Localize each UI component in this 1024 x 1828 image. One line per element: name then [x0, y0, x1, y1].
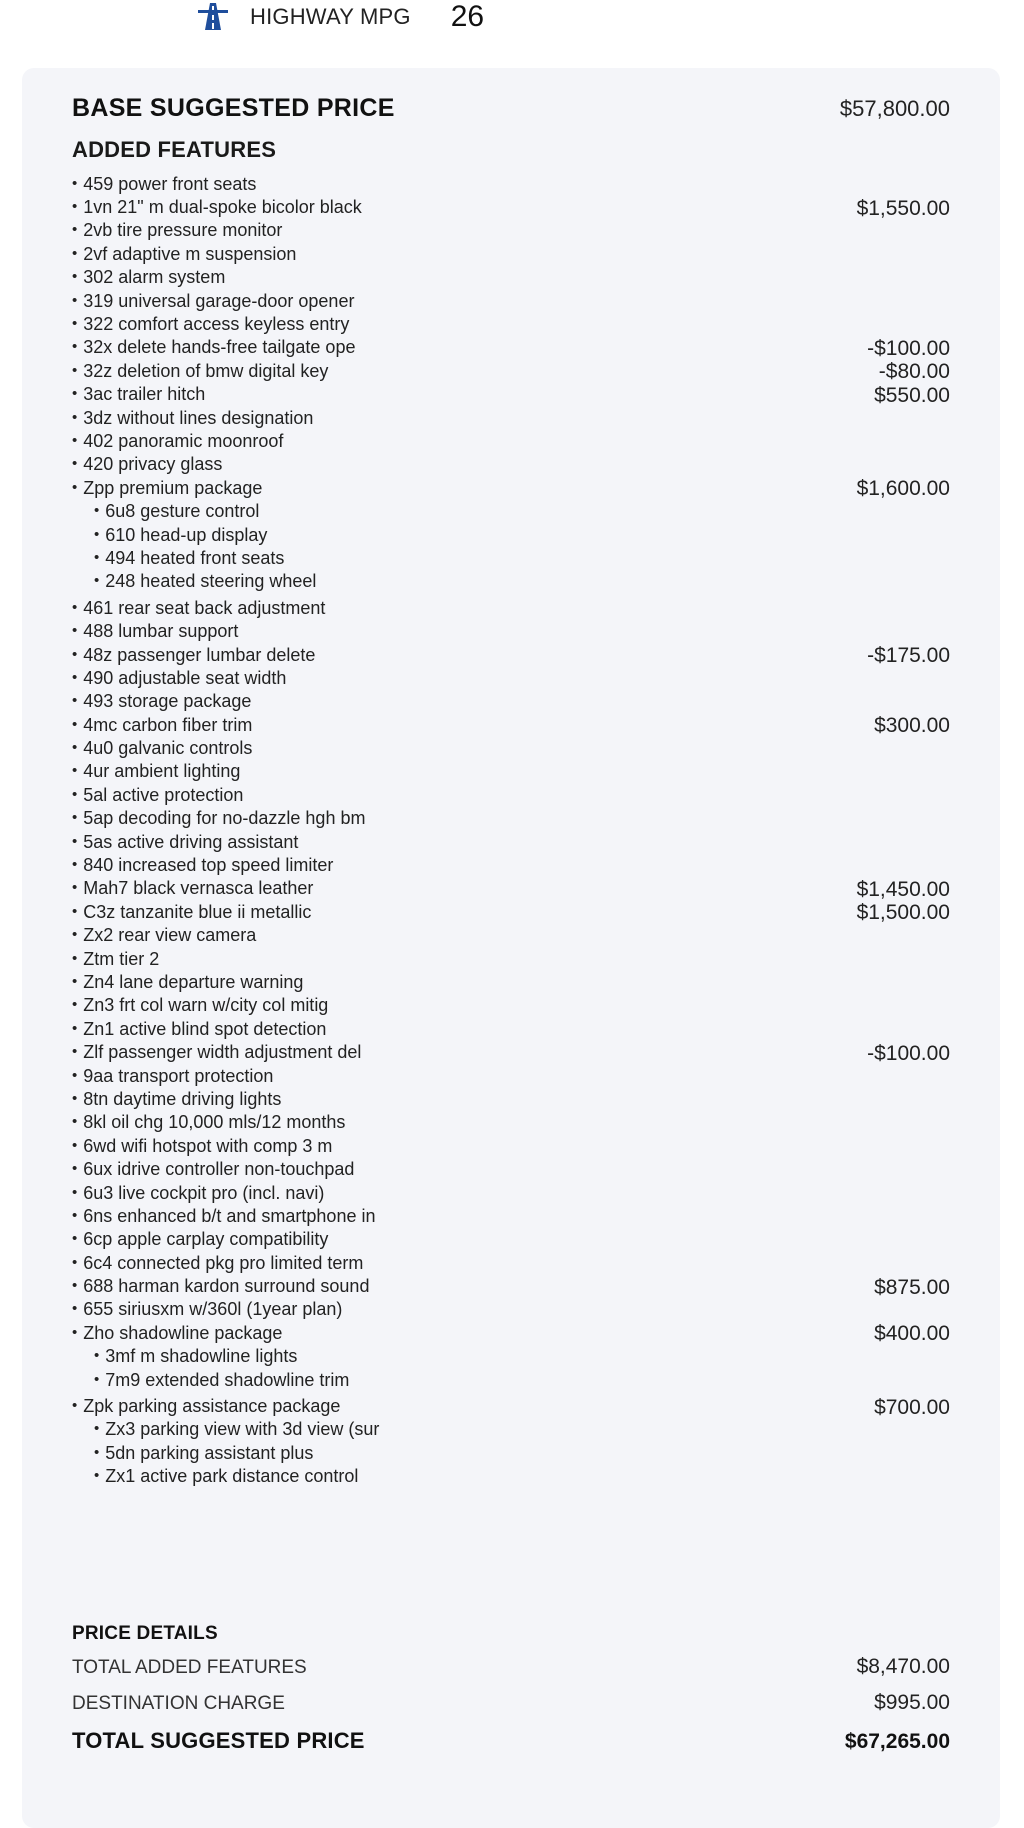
- feature-item: [72, 995, 950, 1018]
- feature-name: • Zx1 active park distance control: [94, 1465, 358, 1489]
- total-added-row: [72, 1655, 950, 1679]
- feature-item: [72, 360, 950, 383]
- feature-item: [72, 220, 950, 243]
- feature-name: • Zlf passenger width adjustment del: [72, 1041, 361, 1065]
- feature-name: • 319 universal garage-door opener: [72, 290, 354, 314]
- highway-mpg-label: HIGHWAY MPG: [250, 4, 411, 29]
- feature-name: • Zn4 lane departure warning: [72, 971, 303, 995]
- feature-item: [72, 1041, 950, 1064]
- feature-name: • 4ur ambient lighting: [72, 760, 240, 784]
- total-price-row: [72, 1728, 950, 1754]
- feature-name: • 8tn daytime driving lights: [72, 1088, 281, 1112]
- sub-feature-item: [72, 571, 950, 594]
- feature-name: • 6cp apple carplay compatibility: [72, 1228, 328, 1252]
- total-added-label: TOTAL ADDED FEATURES: [72, 1657, 307, 1678]
- feature-name: • 655 siriusxm w/360l (1year plan): [72, 1298, 342, 1322]
- feature-item: [72, 1018, 950, 1041]
- sub-feature-item: [72, 500, 950, 523]
- feature-price: -$175.00: [867, 644, 950, 667]
- feature-item: [72, 737, 950, 760]
- feature-name: • 6ux idrive controller non-touchpad: [72, 1158, 354, 1182]
- total-added-value: $8,470.00: [856, 1655, 950, 1678]
- feature-name: • 248 heated steering wheel: [94, 570, 316, 594]
- feature-price: -$100.00: [867, 1041, 950, 1065]
- feature-name: • 3mf m shadowline lights: [94, 1345, 297, 1369]
- feature-price: $1,600.00: [856, 477, 950, 501]
- feature-name: • 461 rear seat back adjustment: [72, 597, 325, 621]
- feature-item: [72, 948, 950, 971]
- feature-item: [72, 313, 950, 336]
- feature-name: • Zx2 rear view camera: [72, 924, 256, 948]
- feature-item: [72, 1112, 950, 1135]
- feature-item: [72, 667, 950, 690]
- sub-feature-item: [72, 1419, 950, 1442]
- feature-name: • 402 panoramic moonroof: [72, 430, 283, 454]
- feature-item: [72, 1299, 950, 1322]
- feature-name: • 5al active protection: [72, 784, 243, 808]
- feature-item: [72, 925, 950, 948]
- feature-name: • 494 heated front seats: [94, 547, 284, 571]
- price-details-title: PRICE DETAILS: [72, 1623, 218, 1644]
- feature-item: [72, 691, 950, 714]
- feature-price: $1,450.00: [856, 877, 950, 901]
- feature-item: [72, 430, 950, 453]
- feature-name: • Mah7 black vernasca leather: [72, 877, 313, 901]
- feature-name: • 840 increased top speed limiter: [72, 854, 333, 878]
- feature-name: • 32x delete hands-free tailgate ope: [72, 336, 355, 360]
- feature-item: [72, 808, 950, 831]
- feature-item: [72, 173, 950, 196]
- feature-name: • 32z deletion of bmw digital key: [72, 360, 328, 384]
- feature-item: [72, 1229, 950, 1252]
- feature-item: [72, 1205, 950, 1228]
- highway-mpg-row: [196, 0, 484, 34]
- destination-value: $995.00: [874, 1691, 950, 1714]
- feature-name: • 459 power front seats: [72, 173, 256, 197]
- base-price-value: $57,800.00: [839, 96, 950, 121]
- feature-item: [72, 1158, 950, 1181]
- feature-name: • Zn3 frt col warn w/city col mitig: [72, 994, 328, 1018]
- feature-name: • Zpk parking assistance package: [72, 1395, 340, 1419]
- feature-name: • C3z tanzanite blue ii metallic: [72, 901, 311, 925]
- feature-price: $300.00: [874, 714, 950, 738]
- feature-name: • 8kl oil chg 10,000 mls/12 months: [72, 1111, 345, 1135]
- feature-item: [72, 407, 950, 430]
- destination-row: [72, 1691, 950, 1715]
- feature-item: [72, 1182, 950, 1205]
- feature-item: [72, 597, 950, 620]
- feature-item: [72, 878, 950, 901]
- feature-name: • 302 alarm system: [72, 266, 225, 290]
- sub-feature-item: [72, 1369, 950, 1392]
- feature-price: $700.00: [874, 1395, 950, 1419]
- feature-name: • 610 head-up display: [94, 524, 267, 548]
- total-price-value: $67,265.00: [844, 1730, 950, 1753]
- feature-name: • 5ap decoding for no-dazzle hgh bm: [72, 807, 365, 831]
- sub-feature-item: [72, 1465, 950, 1488]
- feature-price: $550.00: [874, 383, 950, 407]
- added-features-title: ADDED FEATURES: [72, 137, 277, 162]
- feature-item: [72, 1275, 950, 1298]
- feature-item: [72, 901, 950, 924]
- feature-name: • 420 privacy glass: [72, 453, 222, 477]
- feature-item: [72, 1135, 950, 1158]
- feature-name: • 2vb tire pressure monitor: [72, 219, 282, 243]
- feature-name: • 2vf adaptive m suspension: [72, 243, 296, 267]
- highway-icon: [196, 0, 250, 35]
- feature-price: $1,550.00: [856, 196, 950, 220]
- highway-mpg-value: 26: [450, 0, 485, 33]
- feature-name: • 9aa transport protection: [72, 1065, 273, 1089]
- feature-item: [72, 1088, 950, 1111]
- feature-item: [72, 1065, 950, 1088]
- feature-name: • Zn1 active blind spot detection: [72, 1018, 326, 1042]
- destination-label: DESTINATION CHARGE: [72, 1693, 285, 1714]
- feature-name: • 6ns enhanced b/t and smartphone in: [72, 1205, 375, 1229]
- base-price-label: BASE SUGGESTED PRICE: [72, 94, 395, 122]
- feature-item: [72, 196, 950, 219]
- feature-name: • 48z passenger lumbar delete: [72, 644, 315, 668]
- feature-name: • 5as active driving assistant: [72, 831, 298, 855]
- feature-name: • 4u0 galvanic controls: [72, 737, 252, 761]
- feature-item: [72, 267, 950, 290]
- total-price-label: TOTAL SUGGESTED PRICE: [72, 1728, 365, 1753]
- feature-name: • 5dn parking assistant plus: [94, 1442, 313, 1466]
- feature-item: [72, 831, 950, 854]
- feature-item: [72, 620, 950, 643]
- feature-name: • Zpp premium package: [72, 477, 262, 501]
- feature-price: $875.00: [874, 1275, 950, 1299]
- feature-item: [72, 454, 950, 477]
- feature-name: • 7m9 extended shadowline trim: [94, 1369, 349, 1393]
- feature-price: -$100.00: [867, 336, 950, 360]
- base-price-row: [72, 94, 950, 123]
- sub-feature-item: [72, 1442, 950, 1465]
- feature-item: [72, 784, 950, 807]
- feature-price: -$80.00: [878, 360, 950, 384]
- sub-feature-item: [72, 524, 950, 547]
- feature-item: [72, 337, 950, 360]
- feature-item: [72, 290, 950, 313]
- feature-name: • 6c4 connected pkg pro limited term: [72, 1252, 363, 1276]
- feature-item: [72, 1322, 950, 1345]
- feature-item: [72, 243, 950, 266]
- feature-name: • 6u3 live cockpit pro (incl. navi): [72, 1182, 324, 1206]
- feature-item: [72, 1395, 950, 1418]
- feature-name: • 6wd wifi hotspot with comp 3 m: [72, 1135, 332, 1159]
- feature-item: [72, 714, 950, 737]
- feature-name: • 490 adjustable seat width: [72, 667, 286, 691]
- feature-name: • 3dz without lines designation: [72, 407, 313, 431]
- sub-feature-item: [72, 1346, 950, 1369]
- feature-name: • Ztm tier 2: [72, 948, 159, 972]
- feature-name: • 1vn 21" m dual-spoke bicolor black: [72, 196, 362, 220]
- feature-name: • 688 harman kardon surround sound: [72, 1275, 369, 1299]
- feature-name: • 488 lumbar support: [72, 620, 238, 644]
- feature-price: $1,500.00: [856, 901, 950, 925]
- feature-item: [72, 384, 950, 407]
- feature-item: [72, 761, 950, 784]
- feature-name: • 3ac trailer hitch: [72, 383, 205, 407]
- feature-item: [72, 854, 950, 877]
- sub-feature-item: [72, 547, 950, 570]
- feature-item: [72, 971, 950, 994]
- feature-name: • 493 storage package: [72, 690, 251, 714]
- feature-item: [72, 644, 950, 667]
- feature-price: $400.00: [874, 1322, 950, 1346]
- feature-list: [72, 173, 950, 1489]
- feature-item: [72, 1252, 950, 1275]
- feature-name: • 322 comfort access keyless entry: [72, 313, 349, 337]
- feature-name: • 6u8 gesture control: [94, 500, 259, 524]
- feature-item: [72, 477, 950, 500]
- feature-name: • Zx3 parking view with 3d view (sur: [94, 1418, 379, 1442]
- feature-name: • 4mc carbon fiber trim: [72, 714, 252, 738]
- feature-name: • Zho shadowline package: [72, 1322, 282, 1346]
- price-card: [22, 68, 1000, 1828]
